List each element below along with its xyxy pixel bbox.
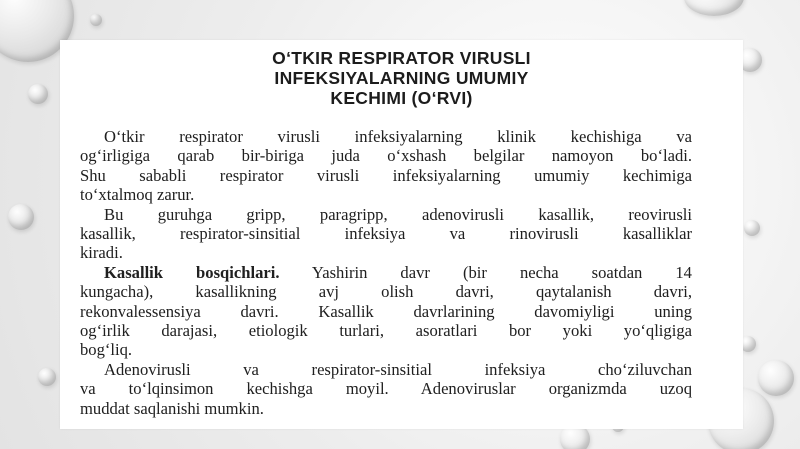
text-line: og‘irligiga qarab bir-biriga juda o‘xshash belgilar namoyon bo‘ladi. (80, 146, 692, 166)
water-drop-decoration (38, 368, 56, 386)
water-drop-decoration (684, 0, 744, 16)
document-body (80, 127, 692, 418)
text-line: O‘tkir respirator virusli infeksiyalarning klinik kechishiga va (104, 127, 692, 146)
document-title: O‘TKIR RESPIRATOR VIRUSLI INFEKSIYALARNING UMUMIY KECHIMI (O‘RVI) (272, 48, 531, 108)
text-line: Adenovirusli va respirator-sinsitial infeksiya cho‘ziluvchan (104, 359, 692, 379)
text-line: to‘xtalmoq zarur. (80, 185, 195, 205)
text-line: Bu guruhga gripp, paragripp, adenovirusli kasallik, reovirusli (104, 204, 692, 224)
water-drop-decoration (28, 84, 48, 104)
text-line: muddat saqlanishi mumkin. (80, 398, 264, 418)
water-drop-decoration (8, 204, 34, 230)
paragraph-clinical-course (80, 127, 692, 205)
bold-lead-text: Kasallik bosqichlari. (104, 262, 280, 282)
text-line: kungacha), kasallikning avj olish davri, qaytalanish davri, (80, 282, 692, 302)
text-line: og‘irlik darajasi, etiologik turlari, asoratlari bor yoki yo‘qligiga (80, 321, 692, 341)
text-line: bog‘liq. (80, 340, 133, 360)
document-page (60, 40, 743, 429)
text-line (80, 263, 692, 282)
water-drop-decoration (744, 220, 760, 236)
water-drop-decoration (90, 14, 102, 26)
paragraph-adenovirus (80, 360, 692, 418)
paragraph-disease-stages (80, 263, 692, 360)
paragraph-disease-group (80, 205, 692, 263)
water-drop-decoration (758, 360, 794, 396)
text-line: kiradi. (80, 243, 123, 263)
text-line: rekonvalessensiya davri. Kasallik davrlarining davomiyligi uning (80, 301, 692, 321)
text-line: Shu sababli respirator virusli infeksiyalarning umumiy kechimiga (80, 165, 692, 185)
text-line: kasallik, respirator-sinsitial infeksiya va rinovirusli kasalliklar (80, 224, 692, 244)
text-run: Yashirin davr (bir necha soatdan 14 (279, 262, 692, 282)
text-line: va to‘lqinsimon kechishga moyil. Adenoviruslar organizmda uzoq (80, 379, 692, 399)
